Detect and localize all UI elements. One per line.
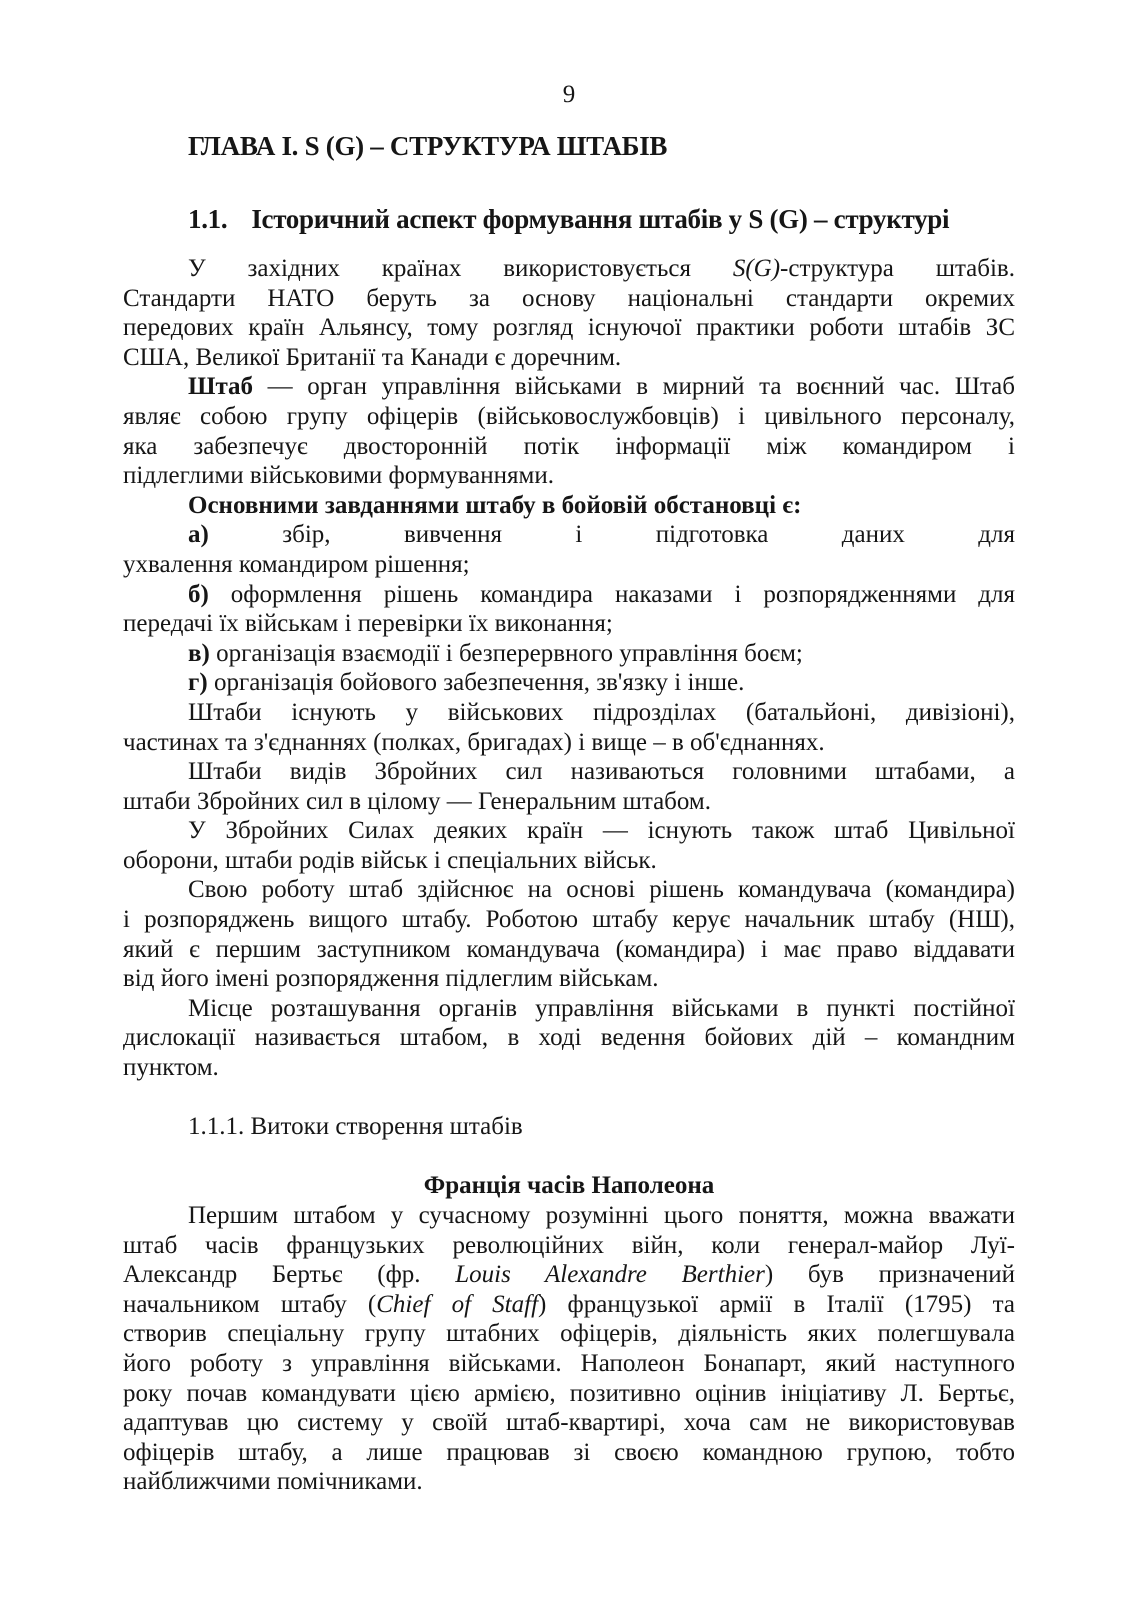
text-line [123, 580, 1015, 610]
para-civil-defense [123, 816, 1015, 875]
text-line [123, 1319, 1015, 1349]
text-segment: офіцерів штабу, а лише працював зі своєю командною групою, тобто [123, 1438, 1015, 1466]
text-segment: — орган управління військами в мирний та воєнний час. Штаб [253, 373, 1015, 401]
para-staff-tasks-heading [123, 491, 1015, 521]
bold-text: Штаб [188, 373, 254, 401]
text-line [123, 668, 1015, 698]
text-segment: оформлення рішень командира наказами і розпорядженнями для [208, 580, 1015, 608]
text-segment: пунктом. [123, 1054, 219, 1082]
text-line [123, 1023, 1015, 1053]
text-line [123, 1260, 1015, 1290]
heading-france-napoleon [123, 1171, 1015, 1201]
text-line [123, 728, 1015, 758]
text-line [123, 254, 1015, 284]
text-line [123, 1290, 1015, 1320]
text-line [123, 816, 1015, 846]
text-line [123, 757, 1015, 787]
section-heading [123, 204, 1015, 234]
text-segment: США, Великої Британії та Канади є доречним. [123, 343, 622, 371]
para-staff-definition [123, 372, 1015, 490]
para-first-staff [123, 1201, 1015, 1497]
text-segment: являє собою групу офіцерів (військовослужбовців) і цивільного персоналу, [123, 402, 1015, 430]
list-item-v [123, 639, 1015, 669]
text-segment: від його імені розпорядження підлеглим військам. [123, 965, 659, 993]
text-segment: дислокації називається штабом, в ході ведення бойових дій – командним [123, 1024, 1015, 1052]
text-segment: У західних країнах використовується [188, 255, 733, 282]
text-segment: штаб часів французьких революційних війн, коли генерал-майор Луї- [123, 1231, 1015, 1259]
text-segment: Свою роботу штаб здійснює на основі рішень командувача (командира) [188, 876, 1015, 904]
text-segment: Штаби видів Збройних сил називаються головними штабами, а [188, 758, 1015, 786]
text-segment: організація бойового забезпечення, зв'язку і інше. [207, 669, 745, 697]
text-segment: найближчими помічниками. [123, 1468, 423, 1496]
text-line [123, 461, 1015, 491]
blank-line [123, 1142, 1015, 1172]
list-item-a [123, 520, 1015, 579]
text-segment: і розпоряджень вищого штабу. Роботою штабу керує начальник штабу (НШ), [123, 906, 1015, 934]
text-line [123, 846, 1015, 876]
text-line [123, 432, 1015, 462]
text-segment: збір, вивчення і підготовка даних для [208, 521, 1015, 549]
text-line [123, 994, 1015, 1024]
blank-line [123, 1083, 1015, 1113]
bold-text: г) [188, 669, 208, 697]
text-segment: ) французької армії в Італії (1795) та [538, 1290, 1015, 1318]
text-segment: передачі їх військам і перевірки їх виконання; [123, 610, 613, 638]
text-line [123, 1438, 1015, 1468]
text-segment: передових країн Альянсу, тому розгляд існуючої практики роботи штабів ЗС [123, 314, 1015, 342]
text-segment: створив спеціальну групу штабних офіцерів, діяльність яких полегшувала [123, 1320, 1015, 1348]
para-staff-work [123, 875, 1015, 993]
italic-text: S(G) [732, 255, 781, 282]
text-segment: частинах та з'єднаннях (полках, бригадах) і вище – в об'єднаннях. [123, 728, 825, 756]
text-line [123, 875, 1015, 905]
para-location [123, 994, 1015, 1083]
text-line [123, 491, 1015, 521]
text-segment: оборони, штаби родів військ і спеціальних військ. [123, 846, 657, 874]
para-sg-structure [123, 254, 1015, 372]
text-segment: його роботу з управління військами. Наполеон Бонапарт, який наступного [123, 1349, 1015, 1377]
text-segment: ) був призначений [764, 1261, 1015, 1289]
text-segment: який є першим заступником командувача (командира) і має право віддавати [123, 935, 1015, 963]
text-line [123, 1467, 1015, 1497]
text-segment: -структура штабів. [780, 255, 1015, 282]
text-segment: 1.1.1. Витоки створення штабів [188, 1113, 523, 1141]
text-line [123, 343, 1015, 373]
text-line [123, 550, 1015, 580]
text-line [123, 1379, 1015, 1409]
list-item-b [123, 580, 1015, 639]
text-segment: Місце розташування органів управління військами в пункті постійної [188, 994, 1015, 1022]
text-line [123, 284, 1015, 314]
text-segment: Стандарти НАТО беруть за основу національні стандарти окремих [123, 284, 1015, 312]
bold-text: в) [188, 639, 210, 667]
text-segment: року почав командувати цією армією, позитивно оцінив ініціативу Л. Бертьє, [123, 1379, 1015, 1407]
text-line [123, 1231, 1015, 1261]
text-line [123, 905, 1015, 935]
text-line [123, 1171, 1015, 1201]
para-staff-types [123, 757, 1015, 816]
text-segment: ухвалення командиром рішення; [123, 550, 470, 578]
text-line [123, 1408, 1015, 1438]
text-line [123, 1053, 1015, 1083]
italic-text: Louis Alexandre Berthier [455, 1261, 765, 1289]
text-segment: У Збройних Силах деяких країн — існують також штаб Цивільної [188, 817, 1015, 845]
text-line [123, 1201, 1015, 1231]
text-segment: штаби Збройних сил в цілому — Генеральним штабом. [123, 787, 711, 815]
text-line [123, 1349, 1015, 1379]
bold-text: Основними завданнями штабу в бойовій обстановці є: [188, 491, 802, 519]
text-segment: підлеглими військовими формуваннями. [123, 462, 554, 490]
text-segment: яка забезпечує двосторонній потік інформації між командиром і [123, 432, 1015, 460]
text-segment: Штаби існують у військових підрозділах (батальйоні, дивізіоні), [188, 698, 1015, 726]
text-segment: адаптував цю систему у своїй штаб-квартирі, хоча сам не використовував [123, 1409, 1015, 1437]
page-content [0, 80, 1142, 1497]
text-line [123, 698, 1015, 728]
text-line [123, 520, 1015, 550]
text-segment: організація взаємодії і безперервного управління боєм; [209, 639, 803, 667]
bold-text: б) [188, 580, 209, 608]
italic-text: Chief of Staff [376, 1290, 539, 1318]
list-item-g [123, 668, 1015, 698]
subsection-1-1-1 [123, 1112, 1015, 1142]
para-staffs-exist [123, 698, 1015, 757]
section-title: Історичний аспект формування штабів у S (G) – структурі [251, 204, 950, 234]
page-number: 9 [562, 81, 576, 108]
section-number: 1.1. [188, 204, 228, 234]
text-line [123, 964, 1015, 994]
bold-text: Франція часів Наполеона [423, 1172, 715, 1200]
text-line [123, 372, 1015, 402]
bold-text: а) [188, 521, 209, 549]
text-segment: Александр Бертьє (фр. [123, 1261, 456, 1289]
text-line [123, 1112, 1015, 1142]
text-line [123, 639, 1015, 669]
document-body [123, 254, 1015, 1497]
text-line [123, 609, 1015, 639]
text-line [123, 402, 1015, 432]
text-line [123, 935, 1015, 965]
chapter-title: ГЛАВА I. S (G) – СТРУКТУРА ШТАБІВ [188, 131, 668, 161]
text-line [123, 787, 1015, 817]
text-segment: начальником штабу ( [123, 1290, 377, 1318]
text-segment: Першим штабом у сучасному розумінні цього поняття, можна вважати [188, 1202, 1015, 1229]
text-line [123, 313, 1015, 343]
